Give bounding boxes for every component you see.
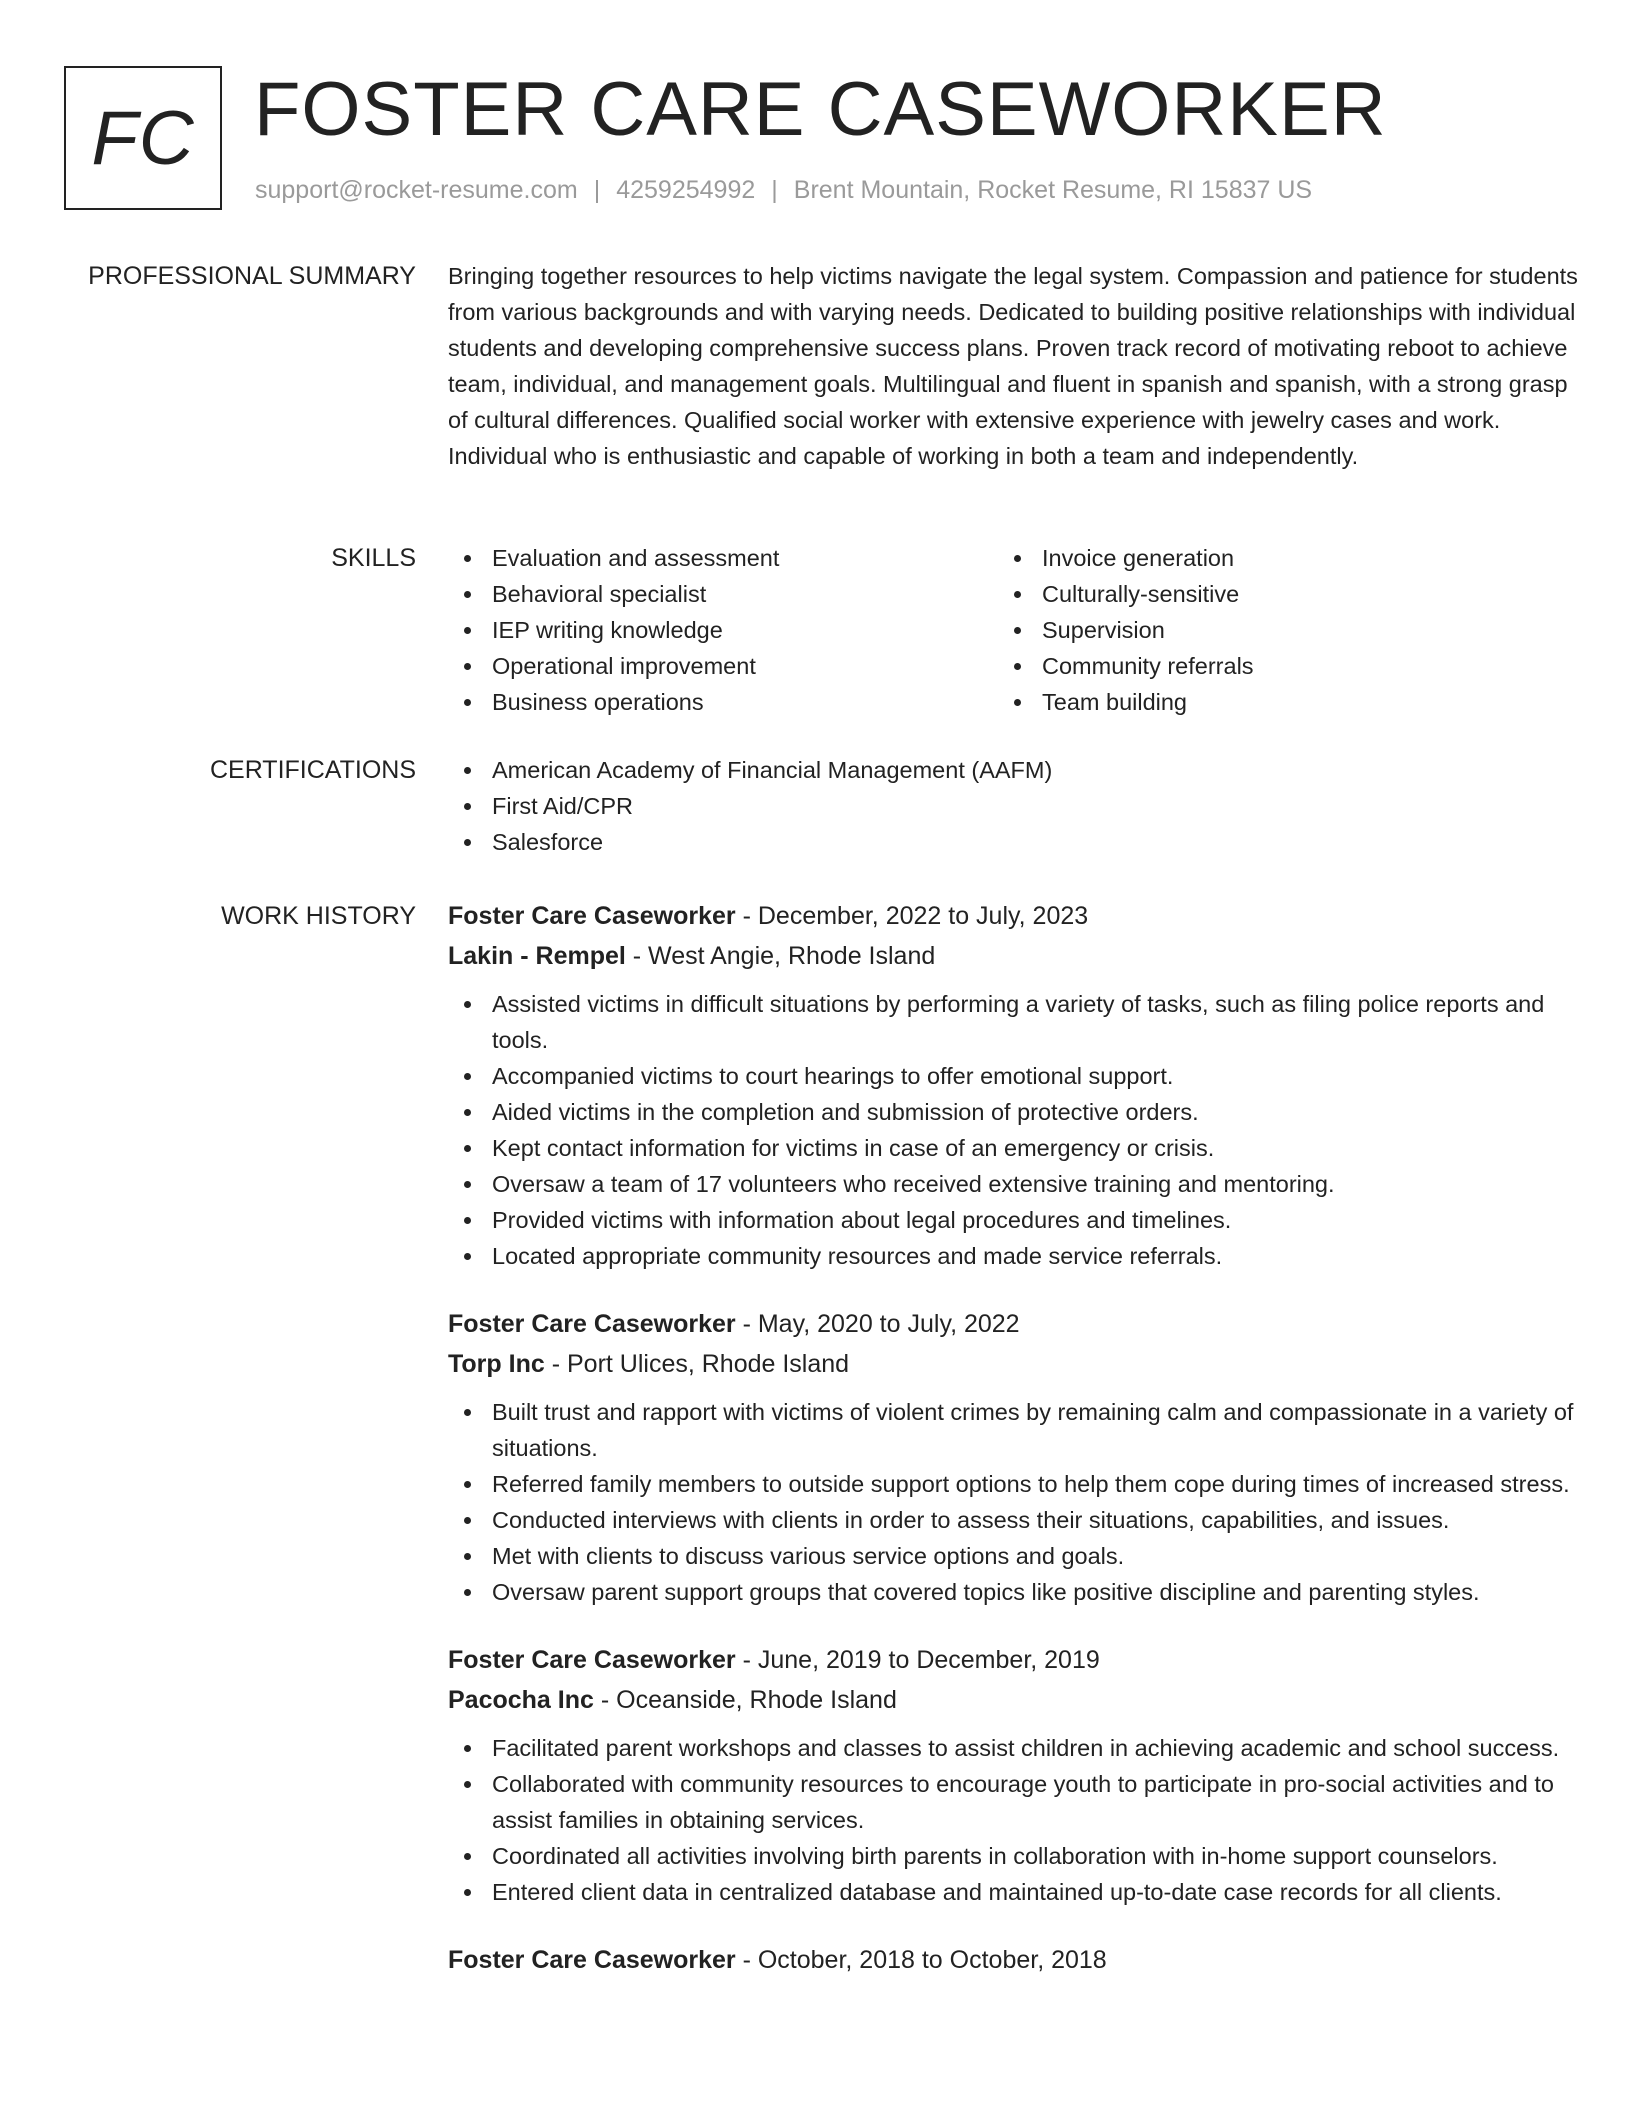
- monogram-initials: FC: [91, 95, 195, 181]
- certification-item: First Aid/CPR: [448, 788, 1584, 824]
- dash: -: [544, 1350, 567, 1378]
- duty-item: Oversaw parent support groups that covered topics like positive discipline and parenting styles.: [448, 1574, 1584, 1610]
- job-role-line: [448, 1940, 1584, 1980]
- job-role-line: [448, 1640, 1584, 1680]
- job-entry: [448, 1304, 1584, 1610]
- job-duties: [448, 986, 1584, 1274]
- job-role-line: [448, 1304, 1584, 1344]
- candidate-title: FOSTER CARE CASEWORKER: [254, 67, 1387, 152]
- contact-line: [255, 173, 1312, 207]
- job-entry: [448, 1940, 1584, 1980]
- job-dates: December, 2022 to July, 2023: [757, 902, 1089, 930]
- job-role: Foster Care Caseworker: [448, 1946, 736, 1974]
- skill-item: IEP writing knowledge: [448, 612, 998, 648]
- dash: -: [593, 1686, 617, 1714]
- resume-header: [64, 66, 1584, 211]
- skill-item: Operational improvement: [448, 648, 998, 684]
- contact-address: Brent Mountain, Rocket Resume, RI 15837 US: [793, 176, 1313, 204]
- certifications-list: [448, 752, 1584, 860]
- skill-item: Behavioral specialist: [448, 576, 998, 612]
- job-role-line: [448, 896, 1584, 936]
- skill-item: Supervision: [998, 612, 1548, 648]
- duty-item: Provided victims with information about legal procedures and timelines.: [448, 1202, 1584, 1238]
- duty-item: Collaborated with community resources to encourage youth to participate in pro-social activities and to assist families in obtaining services.: [448, 1766, 1584, 1838]
- duty-item: Oversaw a team of 17 volunteers who received extensive training and mentoring.: [448, 1166, 1584, 1202]
- work-history-heading: WORK HISTORY: [221, 902, 416, 930]
- certifications-body: [448, 752, 1584, 860]
- dash: -: [735, 902, 758, 930]
- skills-column-right: [998, 540, 1548, 720]
- job-company: Lakin - Rempel: [448, 942, 626, 970]
- job-location: West Angie, Rhode Island: [648, 942, 936, 970]
- skill-item: Evaluation and assessment: [448, 540, 998, 576]
- dash: -: [625, 942, 649, 970]
- skill-item: Culturally-sensitive: [998, 576, 1548, 612]
- job-duties: [448, 1394, 1584, 1610]
- contact-email: support@rocket-resume.com: [255, 176, 578, 204]
- skills-heading: SKILLS: [331, 544, 416, 572]
- job-role: Foster Care Caseworker: [448, 1310, 736, 1338]
- certifications-heading: CERTIFICATIONS: [209, 756, 416, 784]
- contact-phone: 4259254992: [616, 176, 756, 204]
- job-role: Foster Care Caseworker: [448, 902, 736, 930]
- duty-item: Located appropriate community resources and made service referrals.: [448, 1238, 1584, 1274]
- job-entry: [448, 1640, 1584, 1910]
- job-duties: [448, 1730, 1584, 1910]
- job-dates: October, 2018 to October, 2018: [757, 1946, 1107, 1974]
- summary-heading: PROFESSIONAL SUMMARY: [88, 262, 416, 290]
- job-dates: June, 2019 to December, 2019: [757, 1646, 1100, 1674]
- skill-item: Business operations: [448, 684, 998, 720]
- certification-item: Salesforce: [448, 824, 1584, 860]
- duty-item: Built trust and rapport with victims of violent crimes by remaining calm and compassionate in a variety of situations.: [448, 1394, 1584, 1466]
- job-company-line: [448, 1680, 1584, 1720]
- job-dates: May, 2020 to July, 2022: [757, 1310, 1020, 1338]
- job-location: Oceanside, Rhode Island: [616, 1686, 897, 1714]
- monogram-badge: [64, 66, 222, 210]
- duty-item: Facilitated parent workshops and classes to assist children in achieving academic and school success.: [448, 1730, 1584, 1766]
- duty-item: Aided victims in the completion and submission of protective orders.: [448, 1094, 1584, 1130]
- duty-item: Met with clients to discuss various service options and goals.: [448, 1538, 1584, 1574]
- skill-item: Invoice generation: [998, 540, 1548, 576]
- summary-text: Bringing together resources to help victims navigate the legal system. Compassion and patience for students from various backgrounds and with varying needs. Dedicated to building positive relationships with individual students and developing comprehensive success plans. Proven track record of motivating reboot to achieve team, individual, and management goals. Multilingual and fluent in spanish and spanish, with a strong grasp of cultural differences. Qualified social worker with extensive experience with jewelry cases and work. Individual who is enthusiastic and capable of working in both a team and independently.: [448, 263, 1578, 469]
- job-company: Pacocha Inc: [448, 1686, 594, 1714]
- duty-item: Referred family members to outside support options to help them cope during times of increased stress.: [448, 1466, 1584, 1502]
- skills-column-left: [448, 540, 998, 720]
- duty-item: Entered client data in centralized database and maintained up-to-date case records for all clients.: [448, 1874, 1584, 1910]
- dash: -: [735, 1310, 758, 1338]
- contact-separator: |: [593, 176, 601, 204]
- certification-item: American Academy of Financial Management (AAFM): [448, 752, 1584, 788]
- dash: -: [735, 1946, 758, 1974]
- skill-item: Community referrals: [998, 648, 1548, 684]
- duty-item: Assisted victims in difficult situations by performing a variety of tasks, such as filing police reports and tools.: [448, 986, 1584, 1058]
- duty-item: Accompanied victims to court hearings to offer emotional support.: [448, 1058, 1584, 1094]
- duty-item: Kept contact information for victims in case of an emergency or crisis.: [448, 1130, 1584, 1166]
- job-role: Foster Care Caseworker: [448, 1646, 736, 1674]
- duty-item: Conducted interviews with clients in order to assess their situations, capabilities, and issues.: [448, 1502, 1584, 1538]
- job-company: Torp Inc: [448, 1350, 545, 1378]
- dash: -: [735, 1646, 758, 1674]
- contact-separator: |: [771, 176, 778, 204]
- work-history-body: [448, 896, 1584, 2010]
- job-company-line: [448, 1344, 1584, 1384]
- skill-item: Team building: [998, 684, 1548, 720]
- job-entry: [448, 896, 1584, 1274]
- job-location: Port Ulices, Rhode Island: [566, 1350, 850, 1378]
- job-company-line: [448, 936, 1584, 976]
- skills-list: [448, 540, 1584, 720]
- duty-item: Coordinated all activities involving birth parents in collaboration with in-home support counselors.: [448, 1838, 1584, 1874]
